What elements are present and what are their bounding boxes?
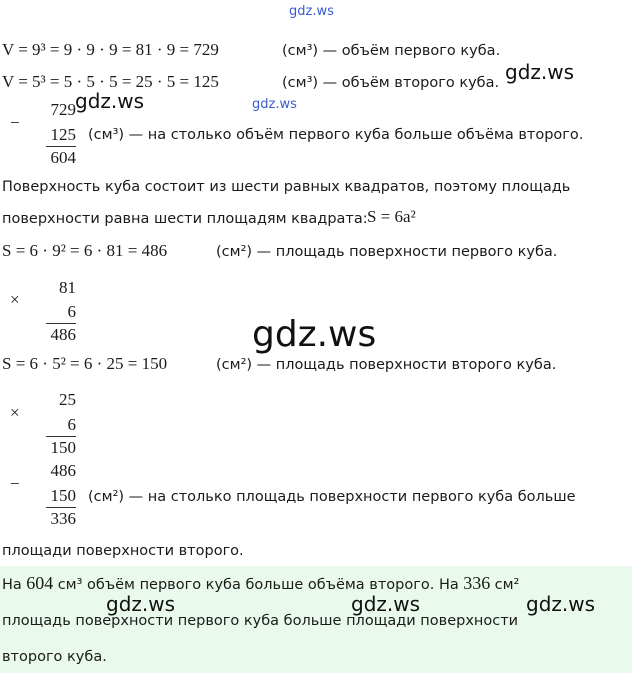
volume-text-1: (см³) — объём первого куба. bbox=[282, 43, 501, 59]
area-formula-1: S = 6 · 9² = 6 · 81 = 486 bbox=[2, 241, 168, 260]
watermark: gdz.ws bbox=[75, 89, 145, 113]
watermark: gdz.ws bbox=[526, 592, 596, 616]
area-formula-general: S = 6a² bbox=[367, 207, 416, 226]
minuend-2: 486 bbox=[50, 461, 76, 480]
answer-line-3: второго куба. bbox=[2, 649, 107, 665]
difference-text-1: (см³) — на столько объём первого куба больше объёма второго. bbox=[88, 127, 584, 143]
result-line-2 bbox=[46, 323, 76, 324]
area-text-2: (см²) — площадь поверхности второго куба. bbox=[216, 357, 557, 373]
difference-2: 336 bbox=[50, 509, 76, 528]
times-sign-1: × bbox=[10, 290, 20, 309]
paragraph-line-1: Поверхность куба состоит из шести равных квадратов, поэтому площадь bbox=[2, 179, 571, 195]
product-2: 150 bbox=[50, 438, 76, 457]
watermark: gdz.ws bbox=[252, 97, 297, 112]
volume-formula-2: V = 5³ = 5 · 5 · 5 = 25 · 5 = 125 bbox=[2, 72, 219, 91]
answer-text: см³ объём первого куба больше объёма второго. На bbox=[57, 577, 459, 593]
volume-text-2: (см³) — объём второго куба. bbox=[282, 75, 500, 91]
product-1: 486 bbox=[50, 325, 76, 344]
answer-number-1: 604 bbox=[26, 573, 54, 593]
factor-2b: 6 bbox=[67, 415, 76, 434]
factor-2a: 25 bbox=[59, 390, 76, 409]
answer-line-1 bbox=[2, 573, 519, 594]
watermark: gdz.ws bbox=[106, 592, 176, 616]
difference-1: 604 bbox=[50, 148, 76, 167]
subtrahend-1: 125 bbox=[50, 125, 76, 144]
area-text-1: (см²) — площадь поверхности первого куба. bbox=[216, 244, 558, 260]
times-sign-2: × bbox=[10, 403, 20, 422]
answer-number-2: 336 bbox=[463, 573, 491, 593]
difference-text-2b: площади поверхности второго. bbox=[2, 543, 244, 559]
volume-formula-1: V = 9³ = 9 · 9 · 9 = 81 · 9 = 729 bbox=[2, 40, 219, 59]
watermark: gdz.ws bbox=[351, 592, 421, 616]
factor-1a: 81 bbox=[59, 278, 76, 297]
answer-text: см² bbox=[494, 577, 520, 593]
answer-text: На bbox=[2, 577, 22, 593]
minuend-1: 729 bbox=[50, 100, 76, 119]
area-formula-2: S = 6 · 5² = 6 · 25 = 150 bbox=[2, 354, 168, 373]
result-line-1 bbox=[46, 146, 76, 147]
answer-line-2: площадь поверхности первого куба больше площади поверхности bbox=[2, 613, 519, 629]
factor-1b: 6 bbox=[67, 302, 76, 321]
difference-text-2: (см²) — на столько площадь поверхности первого куба больше bbox=[88, 489, 576, 505]
watermark-center: gdz.ws bbox=[252, 314, 377, 355]
minus-sign-2: − bbox=[10, 474, 20, 493]
minus-sign-1: − bbox=[10, 113, 20, 132]
watermark: gdz.ws bbox=[505, 60, 575, 84]
result-line-4 bbox=[46, 507, 76, 508]
paragraph-line-2: поверхности равна шести площадям квадрата: bbox=[2, 211, 368, 227]
result-line-3 bbox=[46, 436, 76, 437]
watermark-top: gdz.ws bbox=[289, 4, 334, 19]
subtrahend-2: 150 bbox=[50, 486, 76, 505]
